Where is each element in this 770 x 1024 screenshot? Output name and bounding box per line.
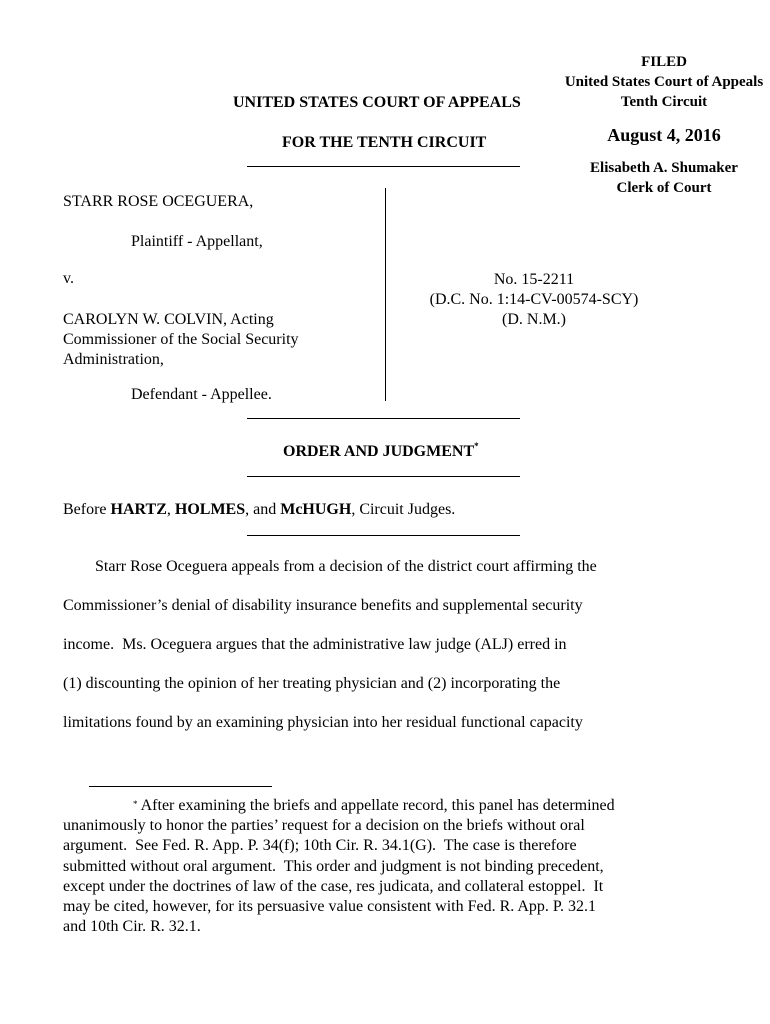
filed-status: FILED — [641, 54, 687, 70]
footnote-line: unanimously to honor the parties’ request for a decision on the briefs without oral — [63, 817, 585, 835]
judge-name: McHUGH — [280, 501, 352, 518]
case-number-block — [420, 270, 648, 330]
heading-rule — [247, 166, 520, 167]
order-title-text: ORDER AND JUDGMENT — [283, 443, 475, 460]
panel-separator: , — [166, 501, 175, 518]
footnote-line — [63, 796, 663, 816]
defendant-line: Commissioner of the Social Security — [63, 331, 299, 348]
judge-name: HARTZ — [110, 501, 167, 518]
filed-date: August 4, 2016 — [607, 125, 721, 145]
panel-suffix: , Circuit Judges. — [351, 501, 456, 518]
panel-separator: , and — [245, 501, 281, 518]
versus: v. — [63, 270, 74, 287]
footnote-marker: * — [474, 441, 479, 451]
filed-stamp — [548, 52, 770, 198]
footnote-text: After examining the briefs and appellate record, this panel has determined — [137, 797, 615, 814]
footnote-marker: * — [133, 799, 138, 809]
plaintiff-role: Plaintiff - Appellant, — [131, 233, 263, 250]
body-line: limitations found by an examining physician into her residual functional capacity — [63, 714, 583, 731]
defendant-name — [63, 310, 299, 370]
defendant-role: Defendant - Appellee. — [131, 386, 272, 403]
caption-rule — [247, 418, 520, 419]
title-rule — [247, 476, 520, 477]
plaintiff-name: STARR ROSE OCEGUERA, — [63, 193, 254, 210]
filed-circuit: Tenth Circuit — [620, 94, 708, 110]
footnote-rule — [89, 786, 272, 787]
footnote — [63, 796, 663, 937]
dc-number: (D.C. No. 1:14-CV-00574-SCY) — [429, 291, 639, 308]
district: (D. N.M.) — [502, 311, 566, 328]
court-heading: UNITED STATES COURT OF APPEALS — [233, 94, 521, 111]
defendant-line: CAROLYN W. COLVIN, Acting — [63, 311, 274, 328]
body-line: (1) discounting the opinion of her treating physician and (2) incorporating the — [63, 675, 561, 692]
defendant-line: Administration, — [63, 351, 164, 368]
body-line: income. Ms. Oceguera argues that the administrative law judge (ALJ) erred in — [63, 636, 567, 653]
circuit-heading: FOR THE TENTH CIRCUIT — [282, 134, 487, 151]
footnote-line: except under the doctrines of law of the case, res judicata, and collateral estoppel. It — [63, 877, 604, 895]
panel-prefix: Before — [63, 501, 111, 518]
footnote-line: and 10th Cir. R. 32.1. — [63, 918, 201, 936]
body-line: Starr Rose Oceguera appeals from a decision of the district court affirming the — [63, 558, 597, 575]
footnote-line: submitted without oral argument. This order and judgment is not binding precedent, — [63, 857, 604, 875]
case-number: No. 15-2211 — [493, 271, 575, 288]
panel-rule — [247, 535, 520, 536]
footnote-line: argument. See Fed. R. App. P. 34(f); 10th Cir. R. 34.1(G). The case is therefore — [63, 837, 577, 855]
filed-court: United States Court of Appeals — [564, 74, 764, 90]
caption-divider — [385, 188, 386, 401]
footnote-line: may be cited, however, for its persuasive value consistent with Fed. R. App. P. 32.1 — [63, 898, 597, 916]
order-title — [283, 443, 479, 461]
body-line: Commissioner’s denial of disability insurance benefits and supplemental security — [63, 597, 583, 614]
clerk-title: Clerk of Court — [616, 180, 712, 196]
body-paragraph — [63, 556, 683, 751]
clerk-name: Elisabeth A. Shumaker — [590, 160, 738, 176]
judge-name: HOLMES — [174, 501, 246, 518]
panel-line — [63, 501, 455, 519]
